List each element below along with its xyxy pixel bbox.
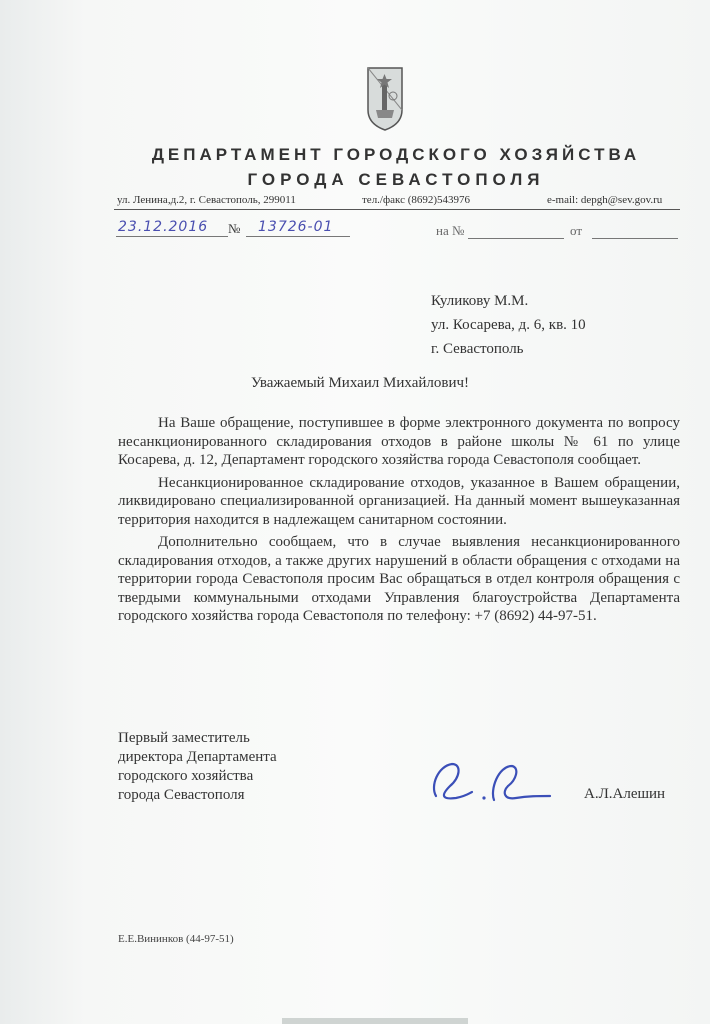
header-divider xyxy=(114,209,680,210)
body-paragraph-2: Несанкционированное складирование отходов, указанное в Вашем обращении, ликвидировано специализированной организацией. На данный момент вышеуказанная территория находится в надлежащем санитарном состоянии. xyxy=(118,474,680,528)
department-city: ГОРОДА СЕВАСТОПОЛЯ xyxy=(247,170,545,189)
sevastopol-coat-of-arms-icon xyxy=(366,66,404,132)
department-email: e-mail: depgh@sev.gov.ru xyxy=(547,194,663,206)
recipient-street: ул. Косарева, д. 6, кв. 10 xyxy=(431,317,586,333)
signer-name: А.Л.Алешин xyxy=(584,786,666,802)
incoming-number-label: на № xyxy=(436,223,465,238)
signer-title-line-1: Первый заместитель xyxy=(118,730,250,746)
number-underline xyxy=(246,236,350,237)
letter-greeting: Уважаемый Михаил Михайлович! xyxy=(250,375,470,391)
signer-title xyxy=(118,729,277,805)
department-title: ДЕПАРТАМЕНТ ГОРОДСКОГО ХОЗЯЙСТВА xyxy=(151,145,641,164)
outgoing-date: 23.12.2016 xyxy=(118,219,209,235)
department-phone: тел./факс (8692)543976 xyxy=(362,194,471,206)
incoming-date-line xyxy=(592,238,678,239)
department-address: ул. Ленина,д.2, г. Севастополь, 299011 xyxy=(117,194,296,206)
outgoing-number-label: № xyxy=(228,221,241,236)
executor-contact: Е.Е.Вининков (44-97-51) xyxy=(118,933,234,945)
letter-body xyxy=(118,414,680,630)
body-paragraph-1: На Ваше обращение, поступившее в форме электронного документа по вопросу несанкционированного складирования отходов в районе школы № 61 по улице Косарева, д. 12, Департамент городского хозяйства города Севастополя сообщает. xyxy=(118,415,680,468)
recipient-name: Куликову М.М. xyxy=(431,293,529,309)
incoming-number-line xyxy=(468,238,564,239)
signer-title-line-4: города Севастополя xyxy=(118,787,245,803)
incoming-date-label: от xyxy=(570,223,583,238)
recipient-city: г. Севастополь xyxy=(431,341,524,357)
signer-title-line-2: директора Департамента xyxy=(118,749,277,765)
handwritten-signature xyxy=(428,756,552,806)
date-underline xyxy=(116,236,228,237)
outgoing-number: 13726-01 xyxy=(258,219,334,235)
body-paragraph-3: Дополнительно сообщаем, что в случае выявления несанкционированного складирования отходов, а также других нарушений в области обращения с отходами на территории города Севастополя просим Вас обращаться в отдел контроля обращения с твердыми коммунальными отходами Управления благоустройства Департамента городского хозяйства города Севастополя по телефону: +7 (8692) 44-97-51. xyxy=(118,534,680,624)
signer-title-line-3: городского хозяйства xyxy=(118,768,254,784)
scan-edge-artifact xyxy=(282,1018,468,1024)
